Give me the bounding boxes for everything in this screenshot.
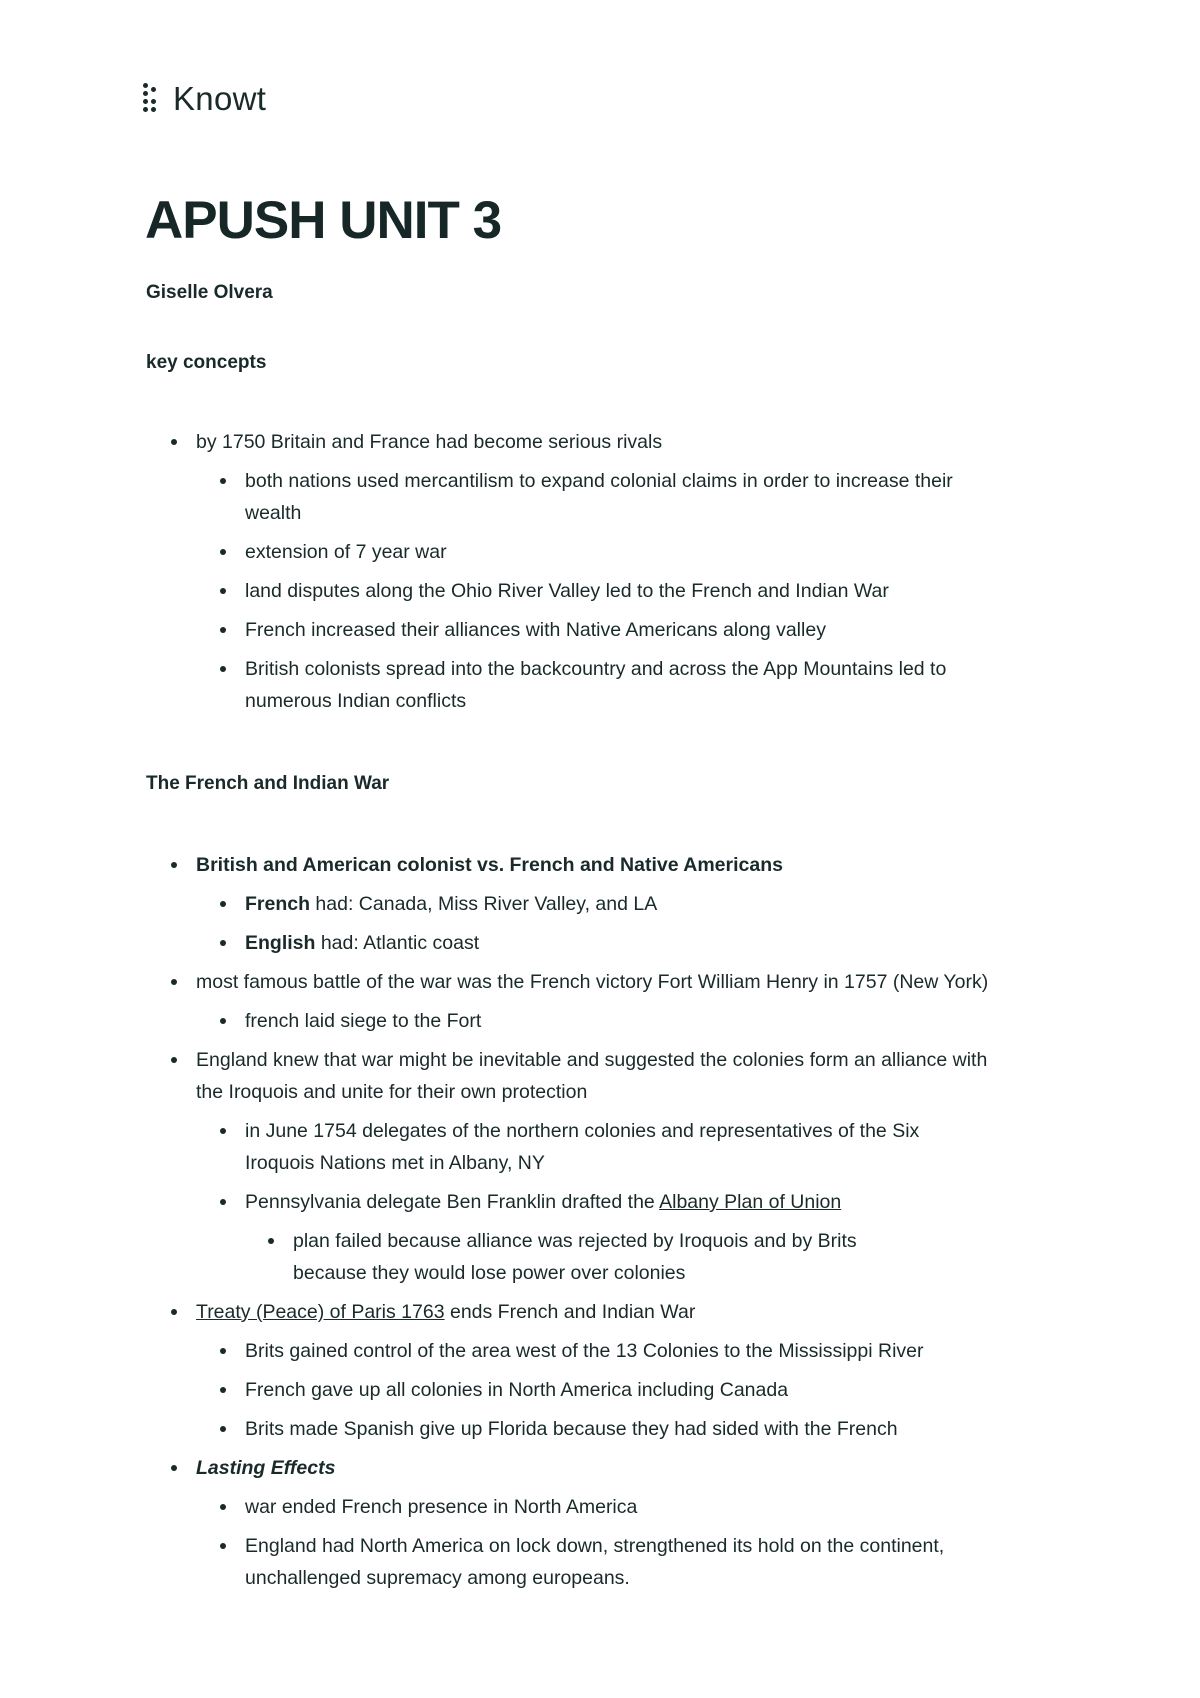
- author-name: Giselle Olvera: [146, 282, 273, 303]
- brand-name: Knowt: [173, 80, 267, 117]
- dots-logo-icon: [143, 81, 163, 117]
- list-item: war ended French presence in North America: [0, 1491, 975, 1523]
- list-item: British colonists spread into the backcountry and across the App Mountains led to numerous Indian conflicts: [0, 653, 975, 717]
- list-item: French gave up all colonies in North America including Canada: [0, 1374, 975, 1406]
- section-heading-key-concepts: key concepts: [146, 352, 267, 373]
- list-item: [0, 1186, 975, 1218]
- list-item: by 1750 Britain and France had become serious rivals: [0, 426, 1016, 458]
- list-item-text: had: Atlantic coast: [315, 932, 480, 954]
- french-indian-war-list: [0, 849, 1200, 1601]
- list-item: in June 1754 delegates of the northern colonies and representatives of the Six Iroquois Nations met in Albany, NY: [0, 1115, 975, 1179]
- list-item: Lasting Effects: [0, 1452, 1016, 1484]
- list-item: extension of 7 year war: [0, 536, 975, 568]
- key-concepts-list: [0, 426, 1200, 724]
- list-item-text: Pennsylvania delegate Ben Franklin drafted the: [245, 1191, 660, 1213]
- list-item: both nations used mercantilism to expand colonial claims in order to increase their wealth: [0, 465, 975, 529]
- list-item: England had North America on lock down, strengthened its hold on the continent, unchallenged supremacy among europeans.: [0, 1530, 975, 1594]
- list-item: England knew that war might be inevitable and suggested the colonies form an alliance with the Iroquois and unite for their own protection: [0, 1044, 1016, 1108]
- list-item: plan failed because alliance was rejected by Iroquois and by Brits because they would lose power over colonies: [0, 1225, 933, 1289]
- page-title: APUSH UNIT 3: [145, 191, 502, 250]
- albany-plan-link[interactable]: Albany Plan of Union: [659, 1191, 842, 1213]
- list-item: [0, 888, 975, 920]
- list-item-bold: English: [245, 932, 316, 954]
- list-item: land disputes along the Ohio River Valley led to the French and Indian War: [0, 575, 975, 607]
- list-item: British and American colonist vs. French and Native Americans: [0, 849, 1016, 881]
- list-item: [0, 927, 975, 959]
- list-item-text: ends French and Indian War: [444, 1301, 696, 1323]
- list-item: Brits gained control of the area west of the 13 Colonies to the Mississippi River: [0, 1335, 975, 1367]
- list-item-text: had: Canada, Miss River Valley, and LA: [310, 893, 658, 915]
- list-item-bold: French: [245, 893, 311, 915]
- list-item: french laid siege to the Fort: [0, 1005, 975, 1037]
- section-heading-french-indian-war: The French and Indian War: [146, 773, 390, 794]
- list-item: Brits made Spanish give up Florida because they had sided with the French: [0, 1413, 975, 1445]
- treaty-of-paris-link[interactable]: Treaty (Peace) of Paris 1763: [196, 1301, 445, 1323]
- brand-logo: [143, 80, 266, 118]
- list-item: French increased their alliances with Native Americans along valley: [0, 614, 975, 646]
- list-item: most famous battle of the war was the French victory Fort William Henry in 1757 (New York): [0, 966, 1016, 998]
- list-item: [0, 1296, 1016, 1328]
